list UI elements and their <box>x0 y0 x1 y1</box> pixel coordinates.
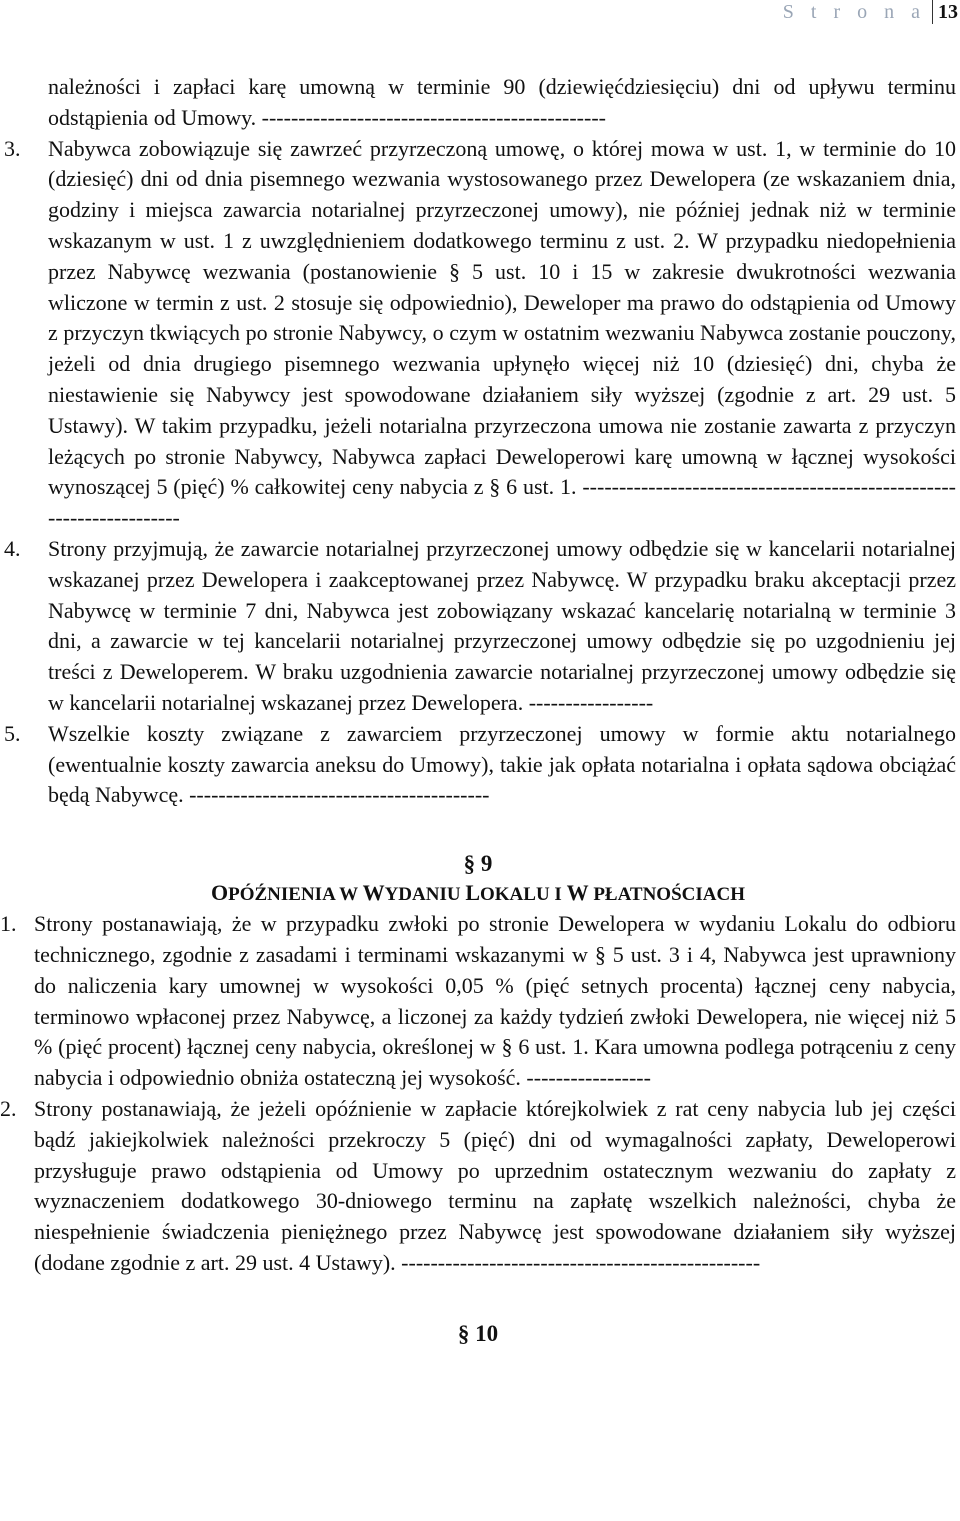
list-number: 4. <box>4 535 21 561</box>
section-9-item-1 <box>0 909 956 1094</box>
title-part: W <box>362 880 385 906</box>
document-body <box>0 72 956 1349</box>
spacer <box>0 1279 956 1319</box>
list-number: 2. <box>0 1095 17 1121</box>
list-item-3 <box>0 134 956 534</box>
section-9-heading: § 9 <box>463 851 493 877</box>
title-part: W <box>566 880 589 906</box>
list-text: Strony postanawiają, że jeżeli opóźnienie w zapłacie którejkolwiek z rat ceny nabycia lub jej części bądź jakiejkolwiek należności przekroczy 5 (pięć) dni od wymagalności zapłaty, Deweloperowi przysługuje prawo odstąpienia od Umowy po uprzednim ostatecznym wezwaniu do zapłaty z wyznaczeniem dodatkowego 30-dniowego terminu na zapłatę wszelkich należności, chyba że niespełnienie świadczenia pieniężnego przez Nabywcę jest spowodowane działaniem siły wyższej (dodane zgodnie z art. 29 ust. 4 Ustawy). ------------------------------------------------- <box>34 1095 956 1275</box>
page-number: 13 <box>938 1 958 23</box>
list-number: 3. <box>4 135 21 161</box>
title-part: PÓŹNIENIA W <box>228 884 363 906</box>
section-9-item-2 <box>0 1094 956 1279</box>
title-part: L <box>465 880 480 906</box>
title-part: PŁATNOŚCIACH <box>588 884 745 906</box>
header-separator <box>932 0 933 24</box>
continuation-paragraph: należności i zapłaci karę umowną w terminie 90 (dziewięćdziesięciu) dni od upływu terminu odstąpienia od Umowy. ----------------------------------------------- <box>48 74 956 130</box>
list-text: Strony postanawiają, że w przypadku zwłoki po stronie Dewelopera w wydaniu Lokalu do odbioru technicznego, zgodnie z zasadami i terminami wskazanymi w § 5 ust. 3 i 4, Nabywca jest uprawniony do naliczenia kary umownej w wysokości 0,05 % (pięć setnych procenta) łącznej ceny nabycia, terminowo wpłaconej przez Nabywcę, a liczonej za każdy tydzień zwłoki Dewelopera, nie więcej niż 5 % (pięć procent) łącznej ceny nabycia, określonej w § 6 ust. 1. Kara umowna podlega potrąceniu z ceny nabycia i odpowiednio obniża ostateczną jej wysokość. ----------------- <box>34 911 956 1091</box>
list-text: Nabywca zobowiązuje się zawrzeć przyrzeczoną umowę, o której mowa w ust. 1, w terminie do 10 (dziesięć) dni od dnia pisemnego wezwania wystosowanego przez Dewelopera (ze wskazaniem dnia, godziny i miejsca zawarcia notarialnej przyrzeczonej umowy), nie później jednak niż w terminie wskazanym w ust. 1 z uwzględnieniem dodatkowego terminu z ust. 2. W przypadku niedopełnienia przez Nabywcę wezwania (postanowienie § 5 ust. 10 i 15 w zakresie dwukrotności wezwania wliczone w termin z ust. 2 stosuje się odpowiednio), Deweloper ma prawo do odstąpienia od Umowy z przyczyn tkwiących po stronie Nabywcy, o czym w ostatnim wezwaniu Nabywca zostanie pouczony, jeżeli od dnia drugiego pisemnego wezwania upłynęło więcej niż 10 (dziesięć) dni, chyba że niestawienie się Nabywcy jest spowodowane działaniem siły wyższej (zgodnie z art. 29 ust. 5 Ustawy). W takim przypadku, jeżeli notarialna przyrzeczona umowa nie zostanie zawarta z przyczyn leżących po stronie Nabywcy, Nabywca zapłaci Deweloperowi karę umowną w łącznej wysokości wynoszącej 5 (pięć) % całkowitej ceny nabycia z § 6 ust. 1. --------------------------------------------------------------------- <box>48 135 956 531</box>
list-item-4 <box>0 534 956 719</box>
list-text: Wszelkie koszty związane z zawarciem przyrzeczonej umowy w formie aktu notarialnego (ewentualnie koszty zawarcia aneksu do Umowy), takie jak opłata notarialna i opłata sądowa obciążać będą Nabywcę. ----------------------------------------- <box>48 720 956 808</box>
list-number: 5. <box>4 720 21 746</box>
list-item-5 <box>0 719 956 811</box>
title-part: YDANIU <box>384 884 466 906</box>
page-label: S t r o n a <box>782 1 926 23</box>
section-10-heading: § 10 <box>457 1320 499 1346</box>
list-number: 1. <box>0 911 17 937</box>
title-part: OKALU I <box>480 884 567 906</box>
title-part: O <box>210 880 229 906</box>
spacer <box>0 811 956 849</box>
section-9-title <box>0 879 956 909</box>
page-header <box>783 0 960 24</box>
list-text: Strony przyjmują, że zawarcie notarialnej przyrzeczonej umowy odbędzie się w kancelarii notarialnej wskazanej przez Dewelopera i zaakceptowanej przez Nabywcę. W przypadku braku akceptacji przez Nabywcę w terminie 7 dni, Nabywca jest zobowiązany wskazać kancelarię notarialną w terminie 3 dni, a zawarcie w tej kancelarii notarialnej przyrzeczonej umowy odbędzie się po uzgodnieniu jej treści z Deweloperem. W braku uzgodnienia zawarcie notarialnej przyrzeczonej umowy odbędzie się w kancelarii notarialnej wskazanej przez Dewelopera. ----------------- <box>48 535 956 715</box>
